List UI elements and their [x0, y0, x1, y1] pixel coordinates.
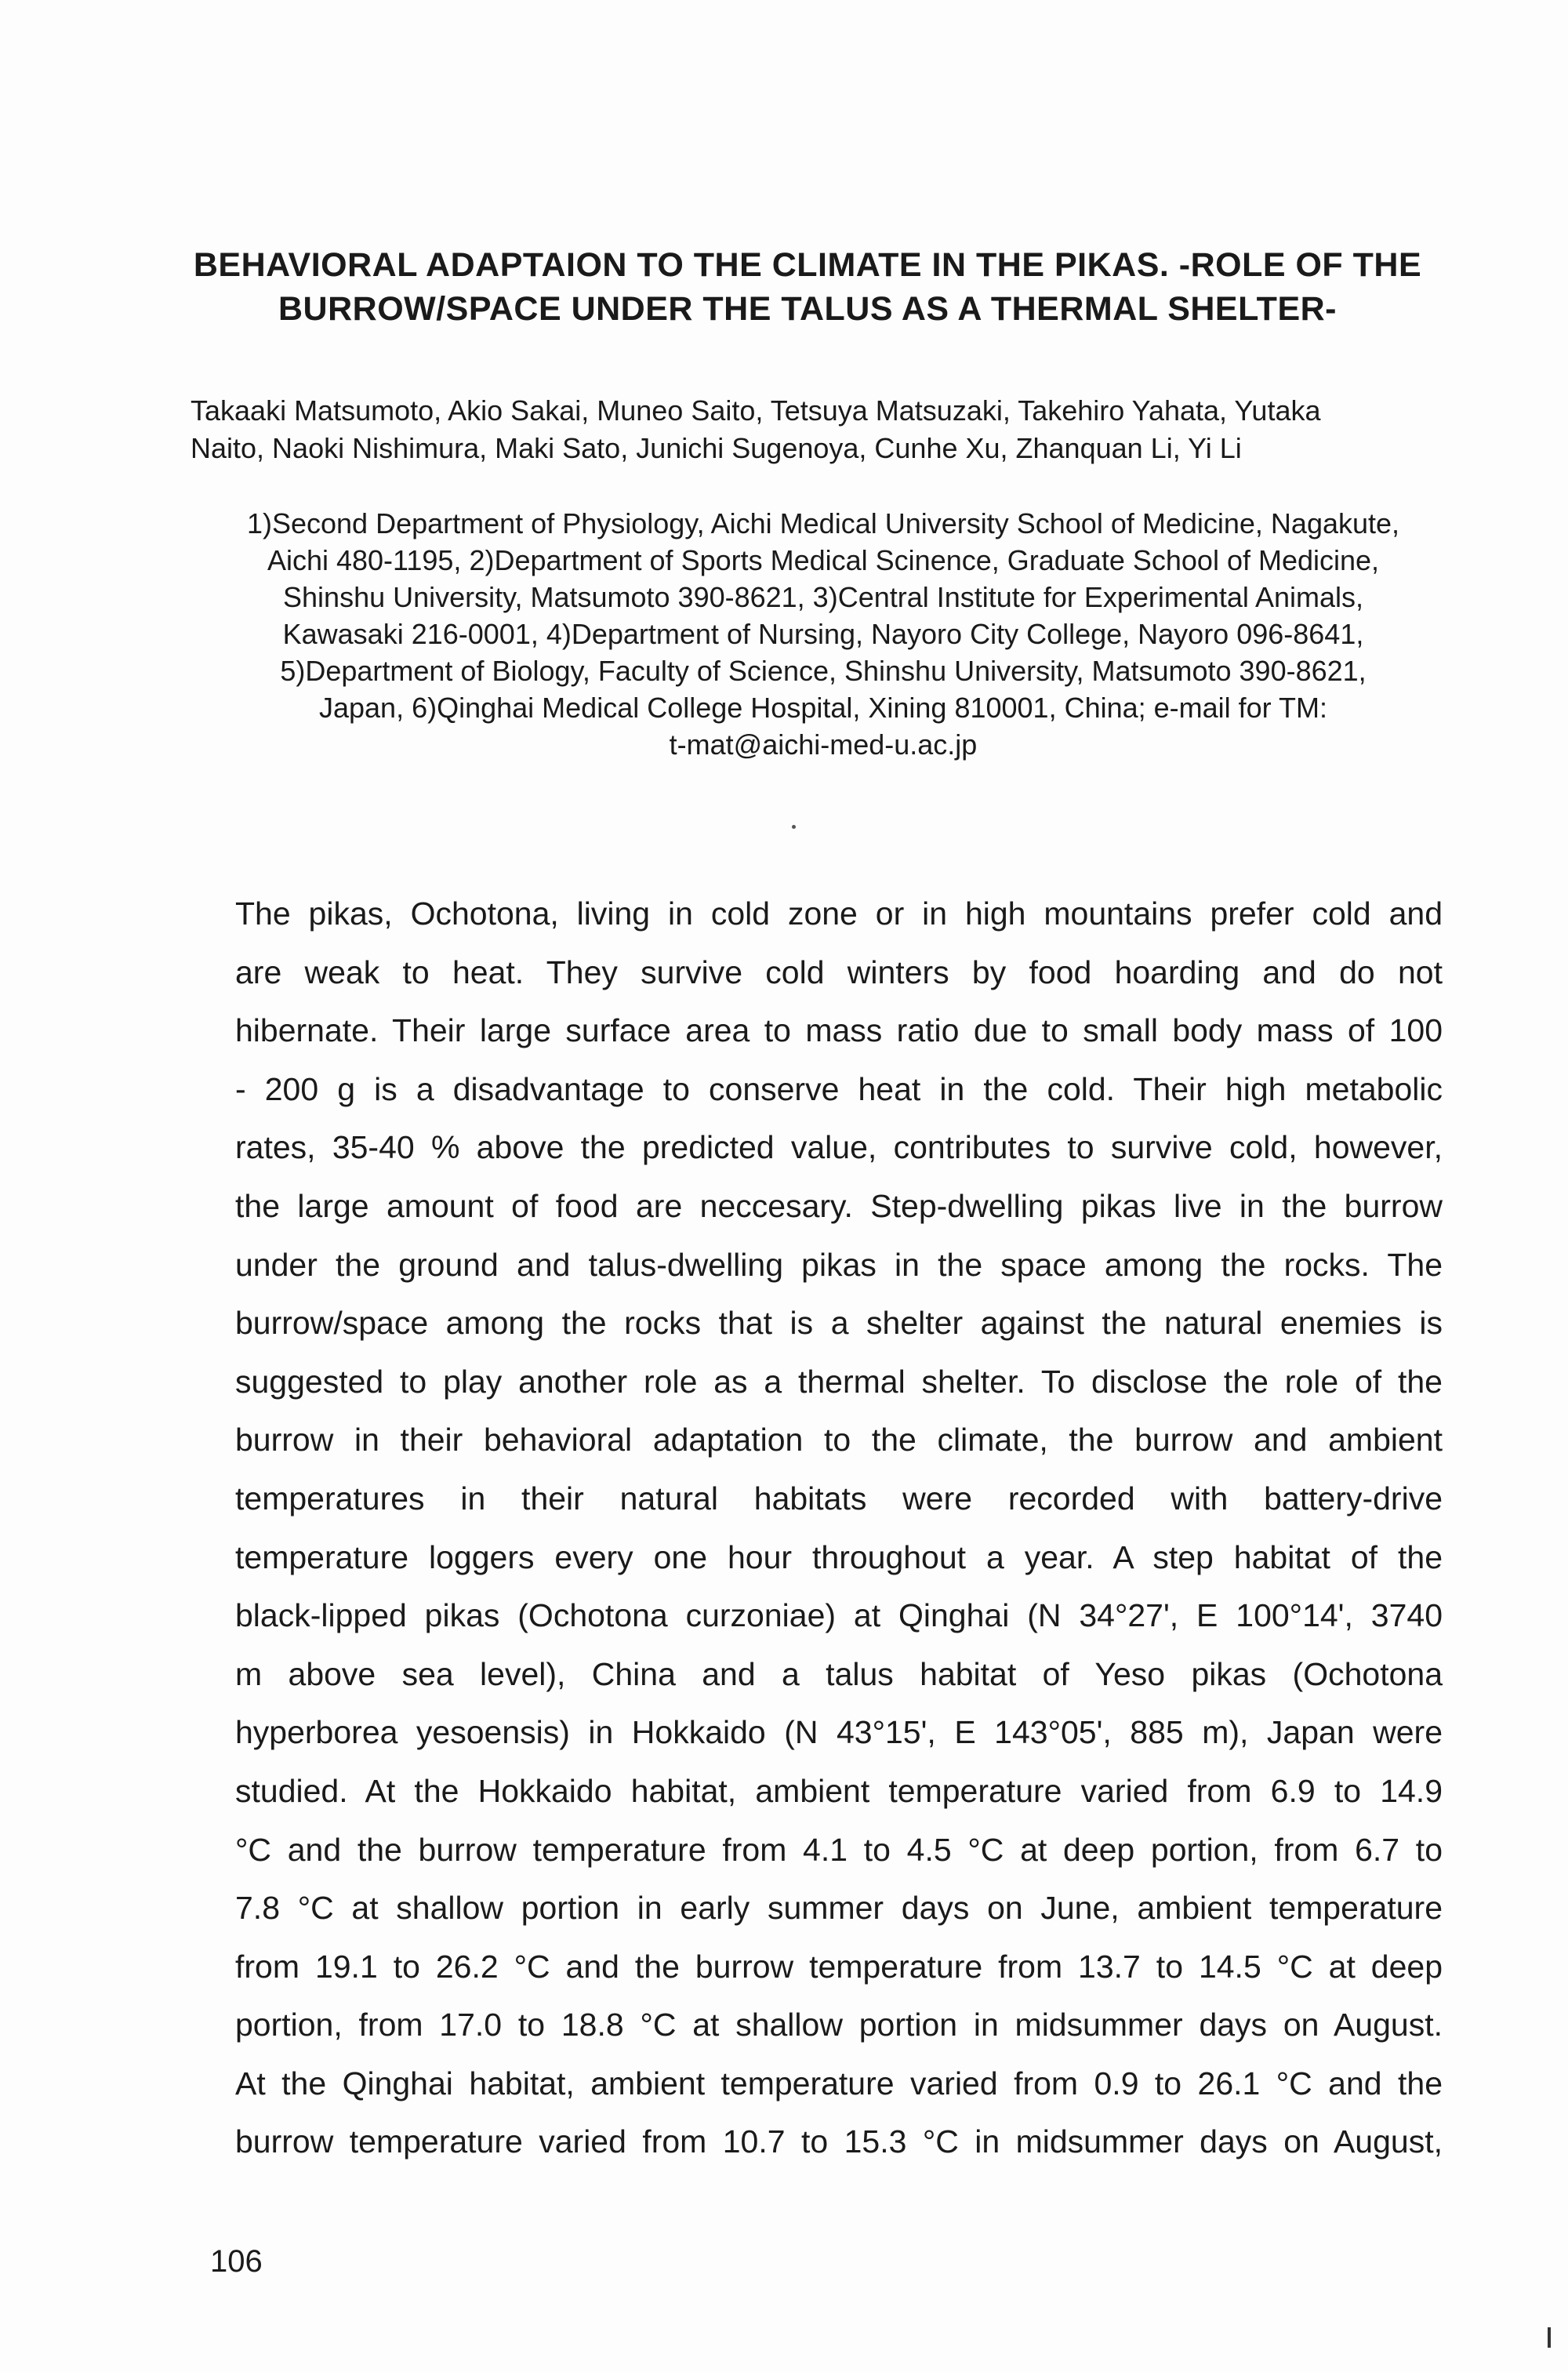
- abstract-line: hyperborea yesoensis) in Hokkaido (N 43°15', E 143°05', 885 m), Japan were: [235, 1714, 1443, 1751]
- abstract-line: suggested to play another role as a thermal shelter. To disclose the role of the: [235, 1363, 1443, 1400]
- abstract-line: burrow temperature varied from 10.7 to 15.3 °C in midsummer days on August,: [235, 2123, 1443, 2160]
- abstract-line: from 19.1 to 26.2 °C and the burrow temperature from 13.7 to 14.5 °C at deep: [235, 1948, 1443, 1985]
- abstract-line: burrow/space among the rocks that is a shelter against the natural enemies is: [235, 1305, 1443, 1342]
- paper-title: [141, 243, 1474, 331]
- affiliation-line: 1)Second Department of Physiology, Aichi Medical University School of Medicine, Nagakute,: [246, 507, 1400, 539]
- affiliation-line: Kawasaki 216-0001, 4)Department of Nursing, Nayoro City College, Nayoro 096-8641,: [282, 618, 1364, 650]
- page-number: 106: [210, 2244, 263, 2279]
- abstract-line: m above sea level), China and a talus habitat of Yeso pikas (Ochotona: [235, 1655, 1443, 1692]
- scan-edge-mark: [1548, 2327, 1551, 2348]
- abstract-line: are weak to heat. They survive cold winters by food hoarding and do not: [235, 954, 1443, 990]
- author-list: [191, 392, 1476, 467]
- affiliations: [172, 505, 1474, 763]
- abstract-line: black-lipped pikas (Ochotona curzoniae) at Qinghai (N 34°27', E 100°14', 3740: [235, 1597, 1443, 1634]
- affiliation-line: 5)Department of Biology, Faculty of Science, Shinshu University, Matsumoto 390-8621,: [280, 655, 1367, 687]
- affiliation-line: Japan, 6)Qinghai Medical College Hospital, Xining 810001, China; e-mail for TM:: [318, 692, 1327, 724]
- abstract-line: portion, from 17.0 to 18.8 °C at shallow portion in midsummer days on August.: [235, 2007, 1443, 2043]
- affiliation-line: Aichi 480-1195, 2)Department of Sports Medical Scinence, Graduate School of Medicine,: [267, 544, 1380, 576]
- abstract-line: The pikas, Ochotona, living in cold zone or in high mountains prefer cold and: [235, 895, 1443, 932]
- author-line-1: Takaaki Matsumoto, Akio Sakai, Muneo Saito, Tetsuya Matsuzaki, Takehiro Yahata, Yutaka: [191, 394, 1321, 427]
- author-line-2: Naito, Naoki Nishimura, Maki Sato, Junichi Sugenoya, Cunhe Xu, Zhanquan Li, Yi Li: [191, 432, 1242, 464]
- email-line: t-mat@aichi-med-u.ac.jp: [669, 728, 978, 761]
- abstract-line: hibernate. Their large surface area to mass ratio due to small body mass of 100: [235, 1012, 1443, 1049]
- affiliation-line: Shinshu University, Matsumoto 390-8621, 3)Central Institute for Experimental Animals,: [283, 581, 1363, 613]
- title-line-1: BEHAVIORAL ADAPTAION TO THE CLIMATE IN THE PIKAS. -ROLE OF THE: [193, 246, 1422, 284]
- abstract-line: rates, 35-40 % above the predicted value, contributes to survive cold, however,: [235, 1129, 1443, 1166]
- abstract-line: under the ground and talus-dwelling pikas in the space among the rocks. The: [235, 1246, 1443, 1283]
- abstract-line: At the Qinghai habitat, ambient temperature varied from 0.9 to 26.1 °C and the: [235, 2065, 1443, 2101]
- abstract-line: studied. At the Hokkaido habitat, ambient temperature varied from 6.9 to 14.9: [235, 1772, 1443, 1809]
- abstract-line: - 200 g is a disadvantage to conserve heat in the cold. Their high metabolic: [235, 1070, 1443, 1107]
- abstract-line: 7.8 °C at shallow portion in early summer days on June, ambient temperature: [235, 1890, 1443, 1927]
- abstract-line: temperature loggers every one hour throughout a year. A step habitat of the: [235, 1538, 1443, 1575]
- scan-speck: [792, 825, 796, 829]
- abstract-body: [235, 885, 1443, 2171]
- abstract-line: the large amount of food are neccesary. Step-dwelling pikas live in the burrow: [235, 1187, 1443, 1224]
- abstract-line: temperatures in their natural habitats were recorded with battery-drive: [235, 1480, 1443, 1517]
- title-line-2: BURROW/SPACE UNDER THE TALUS AS A THERMAL SHELTER-: [278, 290, 1338, 328]
- abstract-line: burrow in their behavioral adaptation to the climate, the burrow and ambient: [235, 1422, 1443, 1458]
- abstract-line: °C and the burrow temperature from 4.1 to 4.5 °C at deep portion, from 6.7 to: [235, 1831, 1443, 1868]
